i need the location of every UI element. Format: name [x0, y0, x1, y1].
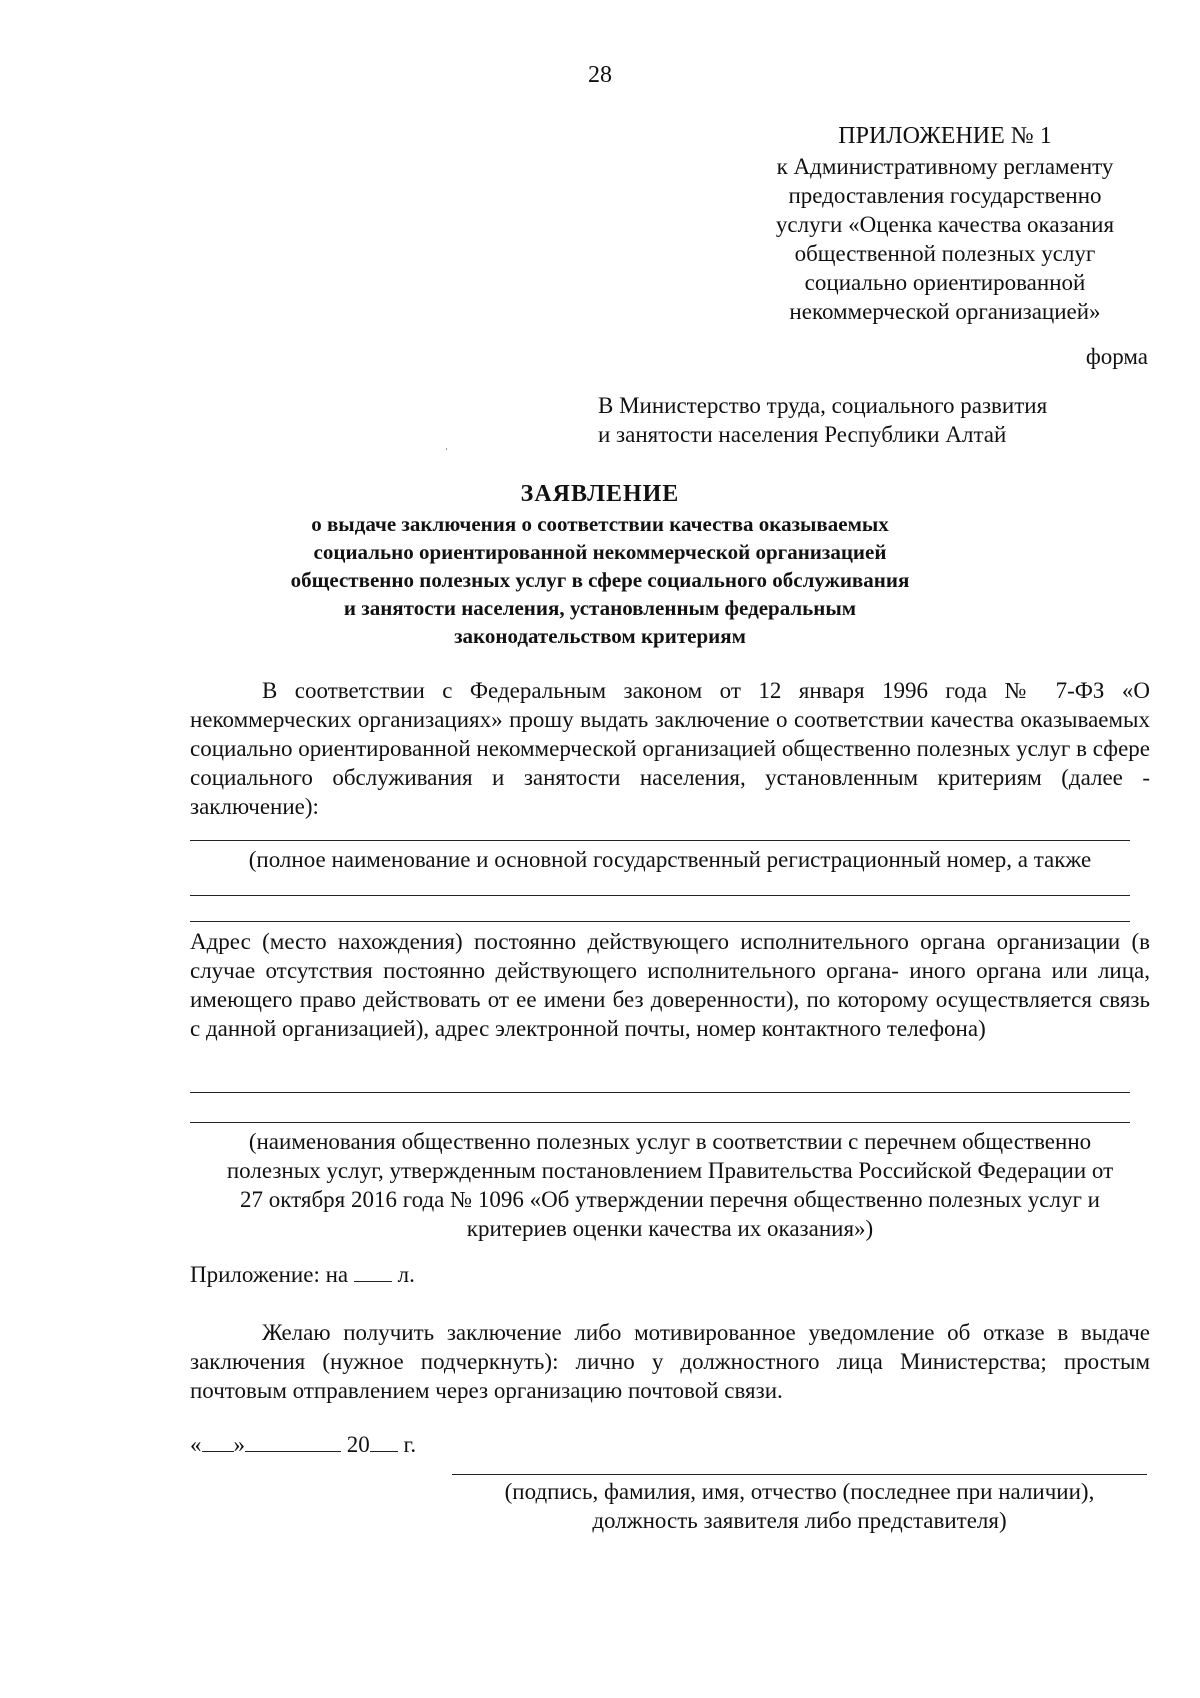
heading-line: законодательством критериям	[454, 624, 746, 648]
date-month-field[interactable]	[245, 1451, 341, 1452]
attachment-prefix: Приложение: на	[190, 1262, 349, 1287]
appendix-line: к Административному регламенту	[776, 154, 1114, 179]
date-close-quote: »	[233, 1432, 245, 1457]
signature-field-line[interactable]	[452, 1474, 1147, 1475]
date-year-prefix: 20	[346, 1432, 370, 1457]
appendix-line: общественной полезных услуг	[794, 241, 1096, 266]
appendix-block	[745, 120, 1145, 326]
attachment-suffix: л.	[397, 1262, 415, 1287]
page-number: 28	[588, 62, 612, 88]
addressee-line: и занятости населения Республики Алтай	[598, 422, 1007, 447]
org-name-field-line-2[interactable]	[190, 895, 1130, 896]
attachment-pages-field[interactable]	[354, 1281, 392, 1282]
appendix-line: предоставления государственно	[788, 183, 1102, 208]
services-caption-line: критериев оценки качества их оказания»)	[466, 1216, 874, 1241]
appendix-line: услуги «Оценка качества оказания	[775, 212, 1115, 237]
org-name-field-line-3[interactable]	[190, 921, 1130, 922]
date-day-field[interactable]	[202, 1451, 234, 1452]
date-line	[190, 1430, 416, 1459]
appendix-line: некоммерческой организацией»	[789, 299, 1101, 324]
org-name-caption: (полное наименование и основной государственный регистрационный номер, а также	[248, 847, 1092, 872]
services-caption-line: 27 октября 2016 года № 1096 «Об утверждении перечня общественно полезных услуг и	[240, 1187, 1100, 1212]
form-label: форма	[1085, 344, 1148, 369]
services-caption-line: полезных услуг, утвержденным постановлением Правительства Российской Федерации от	[226, 1158, 1114, 1183]
services-field-line[interactable]	[190, 1092, 1130, 1093]
document-heading	[0, 478, 1200, 650]
date-year-suffix: г.	[403, 1432, 417, 1457]
attachment-line	[190, 1260, 415, 1289]
address-paragraph: Адрес (место нахождения) постоянно действующего исполнительного органа организации (в случае отсутствия постоянно действующего исполнительного органа- иного органа или лица, имеющего право действовать от ее имени без доверенности), по которому осуществляется связь с данной организацией), адрес электронной почты, номер контактного телефона)	[190, 929, 1150, 1041]
document-title: ЗАЯВЛЕНИЕ	[520, 481, 680, 507]
signature-caption-line: должность заявителя либо представителя)	[592, 1508, 1007, 1533]
signature-caption	[452, 1477, 1147, 1535]
org-name-field-line[interactable]	[190, 840, 1130, 841]
delivery-paragraph: Желаю получить заключение либо мотивированное уведомление об отказе в выдаче заключения (нужное подчеркнуть): лично у должностного лица Министерства; простым почтовым отправлением через организацию почтовой связи.	[190, 1320, 1150, 1403]
heading-line: о выдаче заключения о соответствии качества оказываемых	[311, 512, 889, 536]
appendix-title: ПРИЛОЖЕНИЕ № 1	[838, 123, 1052, 149]
addressee-line: В Министерство труда, социального развития	[598, 393, 1048, 418]
addressee-block	[598, 391, 1158, 449]
heading-line: и занятости населения, установленным федеральным	[343, 596, 857, 620]
services-caption-line: (наименования общественно полезных услуг в соответствии с перечнем общественно	[248, 1129, 1092, 1154]
signature-caption-line: (подпись, фамилия, имя, отчество (последнее при наличии),	[504, 1479, 1095, 1504]
heading-line: общественно полезных услуг в сфере социального обслуживания	[290, 568, 910, 592]
heading-line: социально ориентированной некоммерческой организацией	[313, 540, 887, 564]
intro-paragraph: В соответствии с Федеральным законом от 12 января 1996 года № 7-ФЗ «О некоммерческих организациях» прошу выдать заключение о соответствии качества оказываемых социально ориентированной некоммерческой организацией общественно полезных услуг в сфере социального обслуживания и занятости населения, установленным критериям (далее - заключение):	[190, 678, 1150, 819]
services-caption	[190, 1127, 1150, 1243]
services-field-line-2[interactable]	[190, 1122, 1130, 1123]
scan-speck	[446, 448, 447, 450]
appendix-line: социально ориентированной	[804, 270, 1086, 295]
date-year-field[interactable]	[370, 1451, 398, 1452]
date-open-quote: «	[190, 1432, 202, 1457]
